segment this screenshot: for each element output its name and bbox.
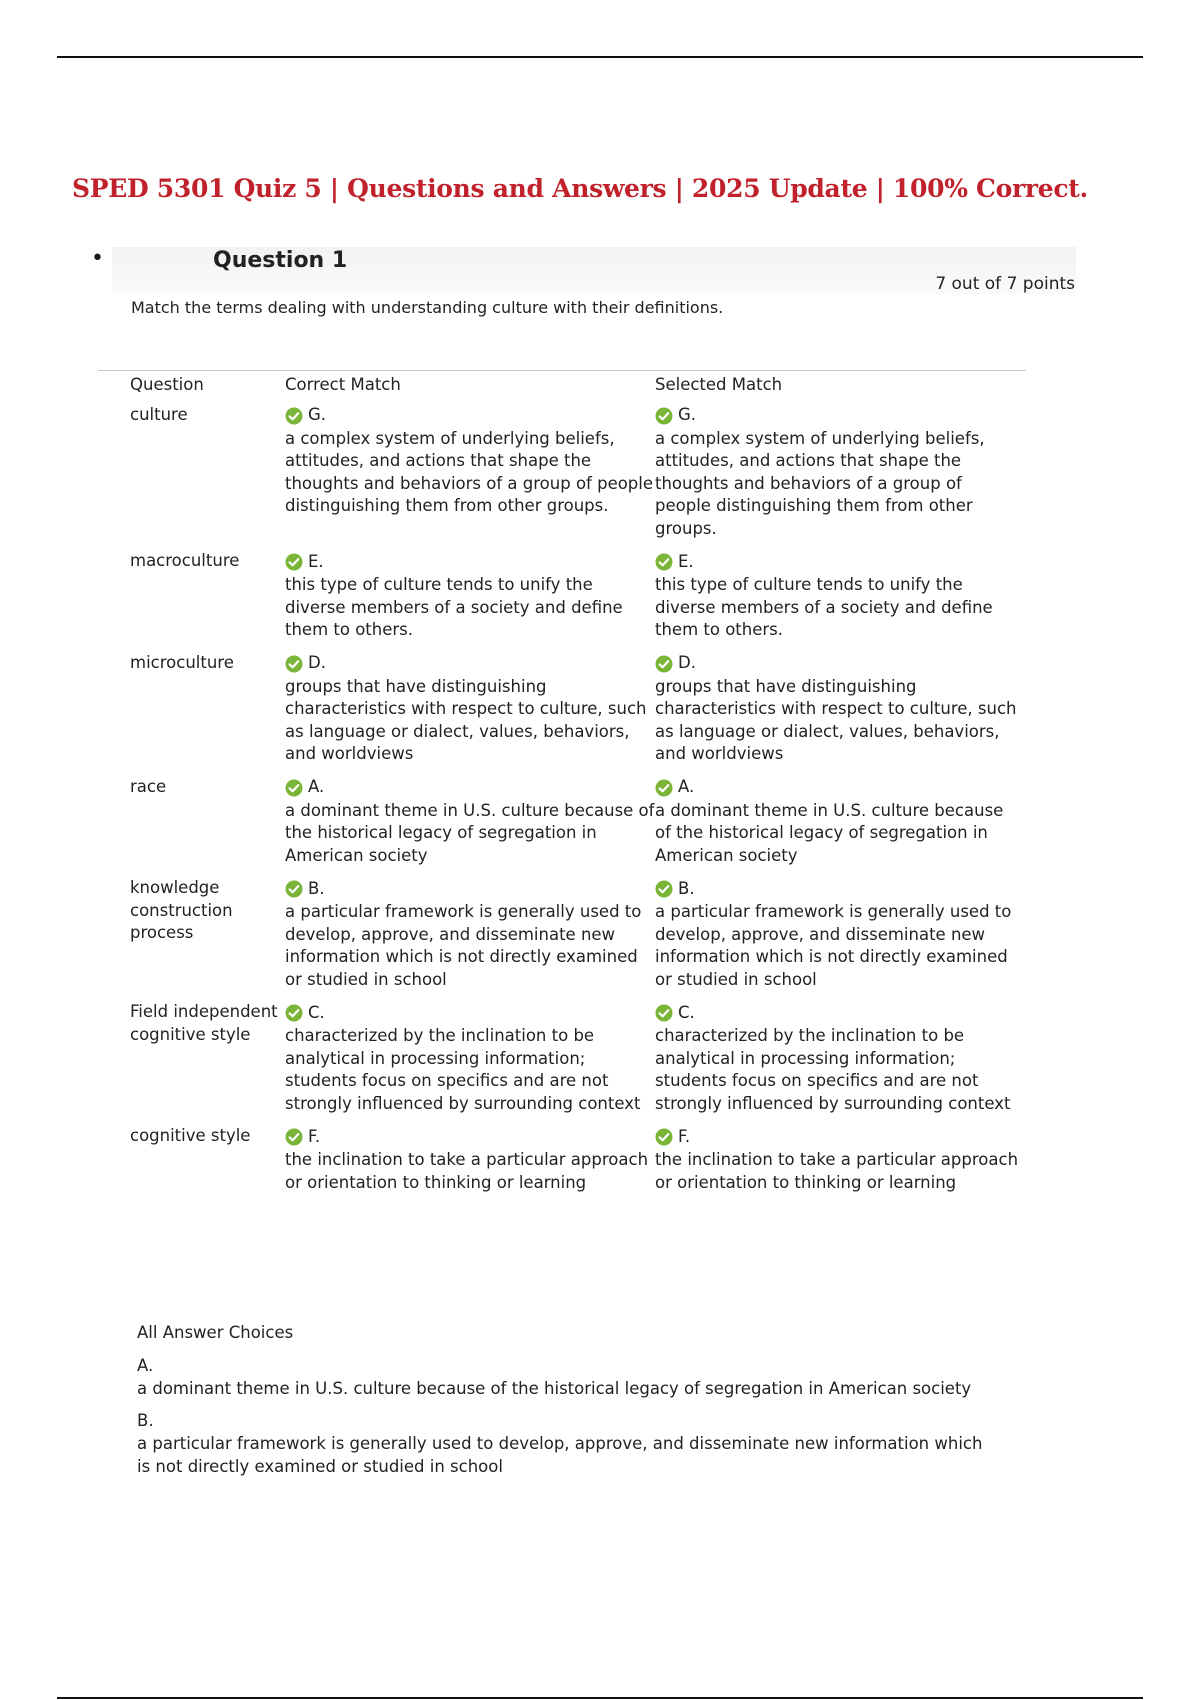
- question-instruction: Match the terms dealing with understanding culture with their definitions.: [131, 298, 724, 317]
- selected-letter-line: [655, 1001, 1020, 1025]
- selected-letter: B.: [678, 878, 695, 898]
- header-question: Question: [130, 375, 204, 394]
- table-header-row: [130, 372, 1020, 404]
- correct-definition: a complex system of underlying beliefs, attitudes, and actions that shape the thoughts and behaviors of a group of people distinguishing them from other groups.: [285, 428, 654, 515]
- row-correct-match: [285, 1001, 655, 1125]
- check-circle-icon: [655, 407, 673, 425]
- check-circle-icon: [285, 779, 303, 797]
- answer-choices-title: All Answer Choices: [137, 1323, 294, 1342]
- selected-letter: E.: [678, 551, 694, 571]
- question-title: Question 1: [213, 248, 348, 273]
- table-top-rule: [98, 370, 1026, 371]
- row-term: culture: [130, 404, 188, 424]
- correct-letter-line: [285, 1001, 655, 1025]
- selected-letter-line: [655, 776, 1020, 800]
- header-correct-match: Correct Match: [285, 375, 401, 394]
- correct-definition: characterized by the inclination to be analytical in processing information; students focus on specifics and are not strongly influenced by surrounding context: [285, 1026, 641, 1113]
- selected-letter: C.: [678, 1002, 695, 1022]
- row-selected-match: [655, 1125, 1020, 1204]
- row-term: knowledge construction process: [130, 878, 233, 942]
- row-term: Field independent cognitive style: [130, 1002, 278, 1044]
- selected-definition: a complex system of underlying beliefs, attitudes, and actions that shape the thoughts and behaviors of a group of people distinguishing them from other groups.: [655, 428, 985, 538]
- selected-definition: the inclination to take a particular approach or orientation to thinking or learning: [655, 1150, 1019, 1192]
- matching-table-body: [130, 404, 1020, 1205]
- row-correct-match: [285, 1125, 655, 1204]
- selected-letter-line: [655, 1125, 1020, 1149]
- row-selected-match: [655, 776, 1020, 878]
- selected-definition: a particular framework is generally used to develop, approve, and disseminate new information which is not directly examined or studied in school: [655, 902, 1012, 989]
- row-correct-match: [285, 652, 655, 776]
- check-circle-icon: [285, 1128, 303, 1146]
- matching-table: [130, 372, 1020, 1204]
- row-correct-match: [285, 404, 655, 551]
- table-row: [130, 404, 1020, 551]
- table-row: [130, 550, 1020, 652]
- check-circle-icon: [655, 655, 673, 673]
- table-row: [130, 1001, 1020, 1125]
- answer-choices: [137, 1321, 997, 1487]
- question-points: 7 out of 7 points: [935, 274, 1075, 294]
- check-circle-icon: [655, 1128, 673, 1146]
- table-row: [130, 776, 1020, 878]
- row-term: microculture: [130, 652, 234, 672]
- selected-definition: a dominant theme in U.S. culture because of the historical legacy of segregation in American society: [655, 800, 1004, 865]
- check-circle-icon: [655, 1004, 673, 1022]
- row-term: race: [130, 776, 167, 796]
- answer-choice-letter: A.: [137, 1356, 154, 1375]
- correct-letter: G.: [308, 405, 327, 425]
- correct-definition: a dominant theme in U.S. culture because of the historical legacy of segregation in American society: [285, 800, 655, 865]
- row-correct-match: [285, 877, 655, 1001]
- row-selected-match: [655, 652, 1020, 776]
- check-circle-icon: [285, 1004, 303, 1022]
- bottom-rule: [57, 1697, 1143, 1699]
- row-selected-match: [655, 550, 1020, 652]
- table-row: [130, 652, 1020, 776]
- row-correct-match: [285, 550, 655, 652]
- correct-definition: the inclination to take a particular approach or orientation to thinking or learning: [285, 1150, 649, 1192]
- check-circle-icon: [285, 880, 303, 898]
- check-circle-icon: [285, 553, 303, 571]
- selected-letter-line: [655, 652, 1020, 676]
- row-selected-match: [655, 404, 1020, 551]
- header-selected-match: Selected Match: [655, 375, 783, 394]
- selected-definition: groups that have distinguishing characteristics with respect to culture, such as language or dialect, values, behaviors, and worldviews: [655, 676, 1017, 763]
- row-selected-match: [655, 1001, 1020, 1125]
- row-term: cognitive style: [130, 1126, 251, 1145]
- correct-definition: a particular framework is generally used to develop, approve, and disseminate new information which is not directly examined or studied in school: [285, 902, 642, 989]
- answer-choice-text: a dominant theme in U.S. culture because of the historical legacy of segregation in American society: [137, 1379, 972, 1398]
- correct-letter: C.: [308, 1002, 325, 1022]
- correct-letter: B.: [308, 878, 325, 898]
- row-term: macroculture: [130, 551, 240, 570]
- row-selected-match: [655, 877, 1020, 1001]
- selected-definition: characterized by the inclination to be analytical in processing information; students focus on specifics and are not strongly influenced by surrounding context: [655, 1026, 1011, 1113]
- answer-choice-letter: B.: [137, 1411, 154, 1430]
- check-circle-icon: [285, 407, 303, 425]
- selected-definition: this type of culture tends to unify the diverse members of a society and define them to others.: [655, 575, 993, 639]
- selected-letter-line: [655, 550, 1020, 574]
- top-rule: [57, 56, 1143, 58]
- correct-definition: this type of culture tends to unify the diverse members of a society and define them to others.: [285, 575, 623, 639]
- answer-choice: [137, 1354, 997, 1400]
- selected-letter-line: [655, 877, 1020, 901]
- check-circle-icon: [655, 779, 673, 797]
- correct-letter-line: [285, 652, 655, 676]
- correct-letter-line: [285, 404, 655, 428]
- question-bullet: •: [91, 246, 104, 271]
- correct-letter-line: [285, 1125, 655, 1149]
- check-circle-icon: [655, 880, 673, 898]
- table-row: [130, 877, 1020, 1001]
- correct-letter: E.: [308, 551, 324, 571]
- selected-letter: F.: [678, 1126, 691, 1146]
- table-row: [130, 1125, 1020, 1204]
- answer-choice-text: a particular framework is generally used to develop, approve, and disseminate new information which is not directly examined or studied in school: [137, 1434, 983, 1476]
- correct-letter-line: [285, 776, 655, 800]
- answer-choice: [137, 1409, 997, 1478]
- correct-letter: D.: [308, 653, 326, 673]
- correct-letter: F.: [308, 1126, 321, 1146]
- correct-letter-line: [285, 877, 655, 901]
- selected-letter: D.: [678, 653, 696, 673]
- document-title: SPED 5301 Quiz 5 | Questions and Answers | 2025 Update | 100% Correct.: [72, 174, 1088, 203]
- check-circle-icon: [285, 655, 303, 673]
- correct-letter: A.: [308, 777, 325, 797]
- check-circle-icon: [655, 553, 673, 571]
- row-correct-match: [285, 776, 655, 878]
- correct-letter-line: [285, 550, 655, 574]
- selected-letter: G.: [678, 405, 697, 425]
- selected-letter-line: [655, 404, 1020, 428]
- correct-definition: groups that have distinguishing characteristics with respect to culture, such as language or dialect, values, behaviors, and worldviews: [285, 676, 647, 763]
- selected-letter: A.: [678, 777, 695, 797]
